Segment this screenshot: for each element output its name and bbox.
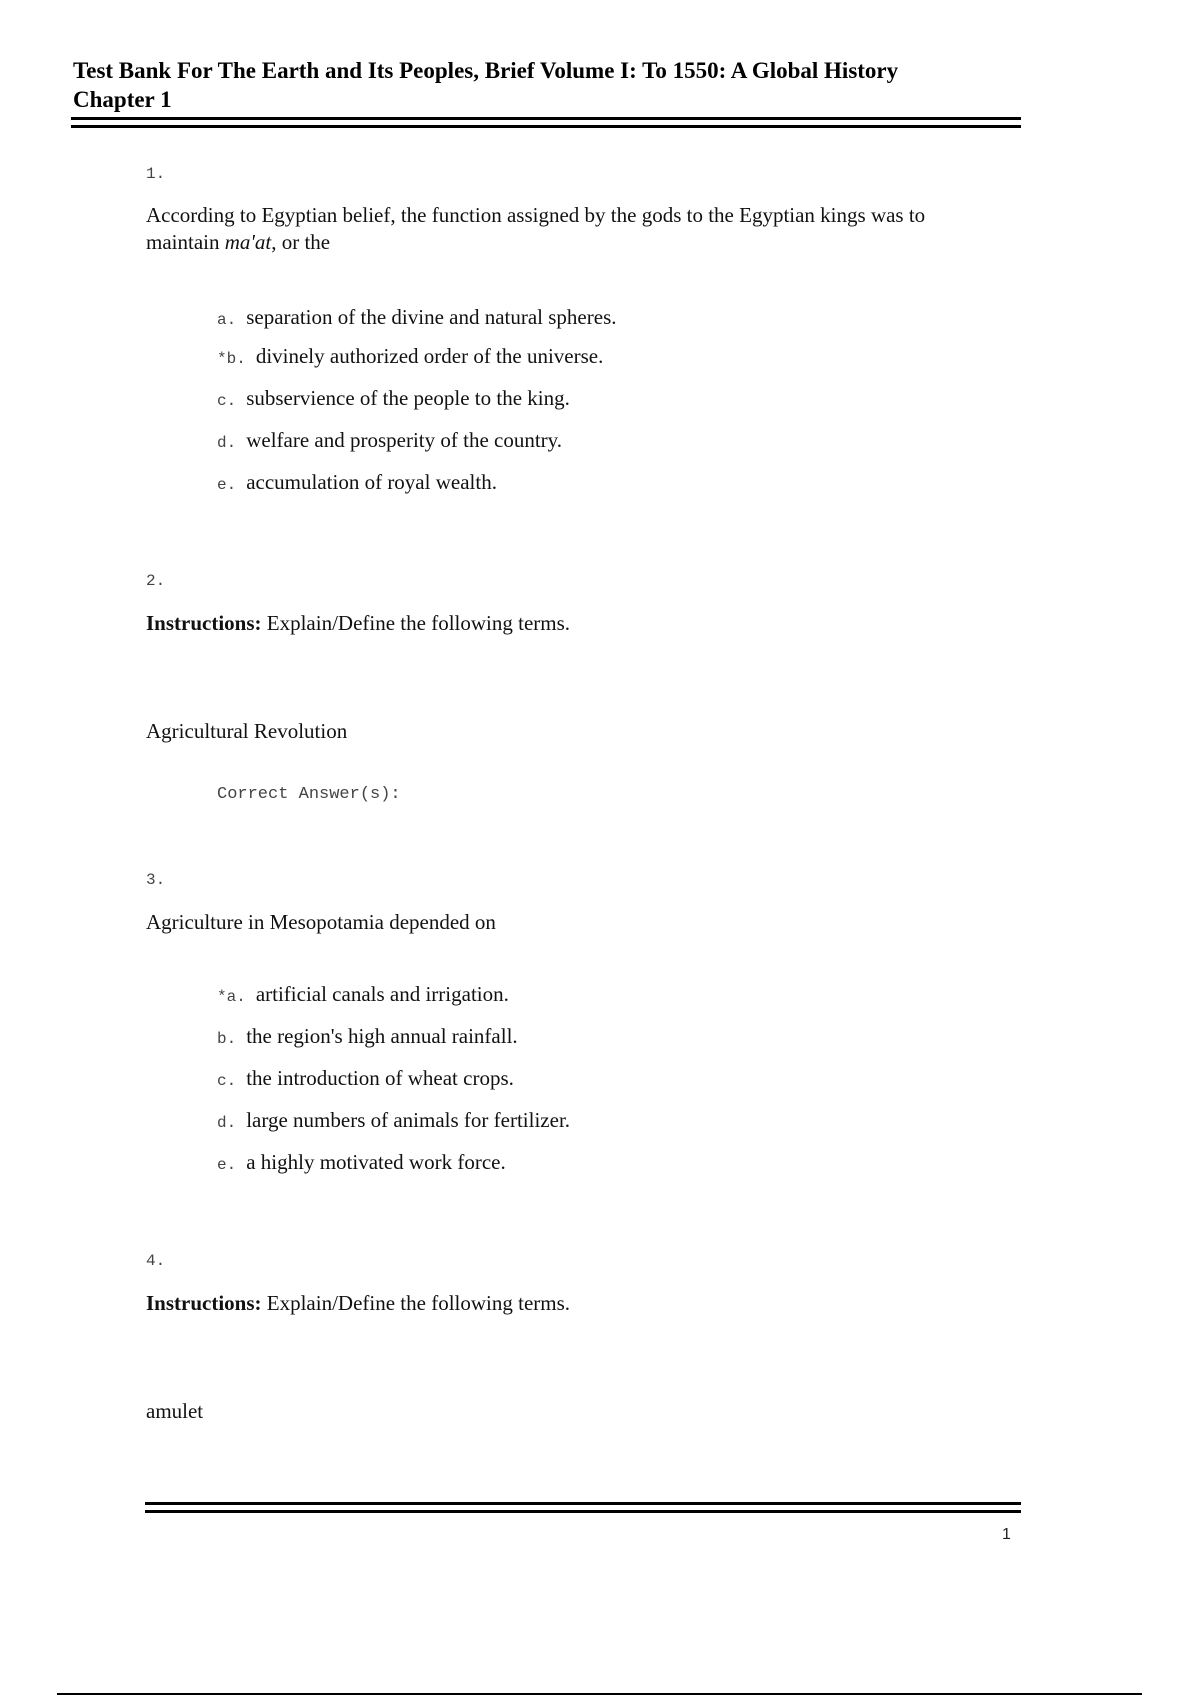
instructions-label: Instructions: (146, 1291, 262, 1315)
question-3-stem: Agriculture in Mesopotamia depended on (146, 910, 496, 934)
header-double-rule (71, 117, 1021, 128)
option-letter: e. (217, 1156, 237, 1174)
option-text: large numbers of animals for fertilizer. (246, 1108, 571, 1132)
option-text: subservience of the people to the king. (246, 386, 570, 410)
question-1-option-e (217, 469, 497, 498)
question-4-term: amulet (146, 1399, 204, 1423)
question-1-option-b (217, 343, 603, 372)
instructions-label: Instructions: (146, 611, 262, 635)
question-3-option-b (217, 1023, 518, 1052)
question-1-option-c (217, 385, 570, 414)
option-letter: a. (217, 311, 237, 329)
question-1-number: 1. (146, 165, 166, 183)
question-3-option-e (217, 1149, 506, 1178)
question-2-instructions (146, 610, 986, 637)
question-3-option-d (217, 1107, 570, 1136)
option-letter: d. (217, 1114, 237, 1132)
question-1-stem-italic-term: ma'at (224, 230, 272, 254)
option-text: accumulation of royal wealth. (246, 470, 497, 494)
correct-answer-label: Correct Answer(s): (217, 785, 401, 804)
question-1-stem-start: According to Egyptian belief, the function assigned by the gods to the Egyptian kings was to maintain (146, 203, 926, 254)
option-text: separation of the divine and natural spheres. (246, 305, 617, 329)
footer-double-rule (145, 1502, 1021, 1513)
question-3-option-a (217, 981, 509, 1010)
question-3-number: 3. (146, 871, 166, 889)
document-header (73, 56, 1023, 114)
instructions-text: Explain/Define the following terms. (261, 1291, 571, 1315)
question-2-term: Agricultural Revolution (146, 719, 348, 743)
question-4-instructions (146, 1290, 986, 1317)
question-1-option-d (217, 427, 562, 456)
option-letter-correct: *b. (217, 350, 246, 368)
question-4-number: 4. (146, 1252, 166, 1270)
option-text: a highly motivated work force. (246, 1150, 506, 1174)
question-1-stem-end: , or the (271, 230, 331, 254)
option-letter: c. (217, 1072, 237, 1090)
page-number: 1 (1002, 1526, 1011, 1543)
chapter-heading: Chapter 1 (73, 87, 172, 112)
option-text: the region's high annual rainfall. (246, 1024, 518, 1048)
option-text: the introduction of wheat crops. (246, 1066, 514, 1090)
question-3-option-c (217, 1065, 514, 1094)
option-letter: e. (217, 476, 237, 494)
option-text: divinely authorized order of the universe. (255, 344, 604, 368)
option-text: artificial canals and irrigation. (255, 982, 509, 1006)
document-title: Test Bank For The Earth and Its Peoples, Brief Volume I: To 1550: A Global History (73, 58, 899, 83)
question-1-stem (146, 202, 986, 256)
option-text: welfare and prosperity of the country. (246, 428, 563, 452)
instructions-text: Explain/Define the following terms. (261, 611, 571, 635)
question-1-option-a (217, 304, 617, 333)
page-bottom-rule (57, 1693, 1142, 1695)
option-letter: b. (217, 1030, 237, 1048)
question-2-number: 2. (146, 572, 166, 590)
option-letter: c. (217, 392, 237, 410)
option-letter: d. (217, 434, 237, 452)
option-letter-correct: *a. (217, 988, 246, 1006)
